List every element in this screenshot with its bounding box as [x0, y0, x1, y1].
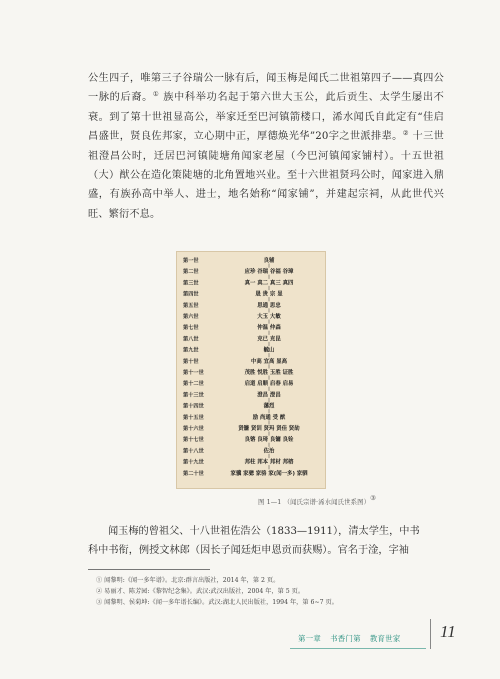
- footnotes: [96, 575, 436, 608]
- generation-label: 第十世: [183, 358, 199, 365]
- generation-label: 第六世: [183, 314, 199, 320]
- generation-label: 第二十世: [183, 470, 204, 477]
- member-name: 毓山: [263, 347, 275, 354]
- member-name: 家骥 家骢 家骆 家(闻一多) 家驷: [230, 470, 308, 477]
- member-name: 良镕 良琦 良镛 良铨: [244, 437, 294, 444]
- member-name: 真一 真二 真三 真四: [244, 280, 294, 287]
- footnote-ref-1[interactable]: ①: [152, 90, 160, 99]
- generation-label: 第一世: [183, 258, 199, 264]
- caption-text: 图 1—1 （闻氏宗谱·浠水闻氏世系图）: [258, 498, 371, 506]
- page-number: 11: [440, 622, 456, 641]
- member-name: 克已 克昆: [257, 336, 281, 343]
- member-name: 仲温 仲森: [257, 325, 281, 332]
- footnote-ref-3[interactable]: ③: [370, 494, 377, 502]
- footer-vertical-divider: [430, 619, 431, 649]
- figure-caption: [258, 494, 438, 506]
- footnote-item: ① 闻黎明:《闻一多年谱》。北京:群言出版社，2014 年，第 2 页。: [96, 577, 280, 584]
- text-segment: 公生四子，唯第三子谷瑞公一脉有后，闻玉梅是闻氏二世祖第四子——真四公一脉的后裔。: [88, 73, 444, 104]
- generation-label: 第三世: [183, 280, 199, 287]
- member-name: 中高 宜高 显高: [250, 358, 288, 365]
- member-name: 贤镰 贤训 贤玛 贤佳 贤劼: [238, 426, 300, 432]
- member-name: 应珍 谷瑞 谷福 谷璋: [244, 269, 294, 276]
- genealogy-tree-svg: [177, 252, 325, 488]
- generation-label: 第十四世: [183, 403, 204, 410]
- footnote-ref-2[interactable]: ②: [402, 129, 409, 138]
- generation-label: 第十二世: [183, 381, 204, 388]
- generation-label: 第九世: [183, 347, 199, 354]
- generation-label: 第十五世: [183, 414, 204, 421]
- generation-label: 第十一世: [183, 370, 204, 376]
- generation-label: 第十六世: [183, 426, 204, 432]
- member-name: 良辅: [263, 258, 275, 264]
- generation-label: 第五世: [183, 302, 199, 309]
- member-name: 藩烈: [263, 403, 275, 410]
- footer-divider: [290, 648, 426, 649]
- generation-label: 第四世: [183, 291, 199, 298]
- text-segment: 十三世祖澄昌公时，迁居巴河镇陡塘角闻家老屋（今巴河镇闻家铺村）。十五世祖（大）猷公在造化策陡塘的北角置地兴业。至十六世祖贤玛公时，闻家进入鼎盛，有族孙高中举人、进士，地名始称“闻家铺”，并建起宗祠，从此世代兴旺、繁衍不息。: [88, 131, 444, 220]
- generation-label: 第十七世: [183, 437, 204, 444]
- running-footer: [298, 633, 401, 644]
- member-name: 晟 贵 宗 显: [255, 291, 283, 298]
- chapter-title-part: 教育世家: [369, 634, 401, 643]
- generation-label: 第八世: [183, 336, 199, 343]
- generation-label: 第十八世: [183, 448, 204, 455]
- member-name: 佐治: [263, 448, 275, 455]
- footnote-item: ③ 闻黎明、侯菊坤:《闻一多年谱长编》。武汉:湖北人民出版社，1994 年，第 6~7 页。: [96, 599, 338, 606]
- generation-label: 第二世: [183, 269, 199, 276]
- footnote-divider: [88, 569, 210, 570]
- generation-label: 第十三世: [183, 392, 204, 399]
- paragraph-two: [88, 522, 444, 561]
- chapter-label: 第一章: [298, 634, 322, 643]
- paragraph-two-line: 闻玉梅的曾祖父、十八世祖佐浩公（1833—1911），清太学生，中书: [108, 526, 420, 537]
- generation-label: 第七世: [183, 325, 199, 332]
- generation-label: 第十九世: [183, 459, 204, 466]
- member-name: 澄昌 澄昌: [257, 392, 281, 399]
- member-name: 励 尚通 受 猷: [252, 414, 286, 421]
- genealogy-tree-figure: [176, 251, 326, 489]
- member-name: 大玉 大敏: [257, 314, 281, 320]
- member-name: 启道 启顺 启春 启易: [244, 381, 294, 388]
- member-name: 邦柱 邦本 邦材 邦榕: [244, 459, 294, 466]
- chapter-title-part: 书香门第: [330, 634, 361, 643]
- member-name: 茂胜 悦胜 玉胜 证胜: [244, 370, 294, 376]
- text-segment: 族中科举功名起于第六世大玉公，此后贡生、太学生屡出不衰。到了第十世祖显高公，举家迁至巴河镇箭楼口，浠水闻氏自此定有“佳启昌盛世，贤良佐邦家，立心期中正，厚德焕光华”20字之世派排辈。: [88, 92, 444, 143]
- footnote-item: ② 易丽才、陈芳园:《黎智纪念集》。武汉:武汉出版社，2004 年，第 5 页。: [96, 588, 305, 595]
- main-paragraph: [88, 69, 444, 224]
- member-name: 思通 思忠: [257, 302, 281, 309]
- paragraph-two-line: 科中书衔，例授文林郎（因长子闻廷炬申恩贡而获赐）。官名于淦，字袖: [88, 545, 409, 557]
